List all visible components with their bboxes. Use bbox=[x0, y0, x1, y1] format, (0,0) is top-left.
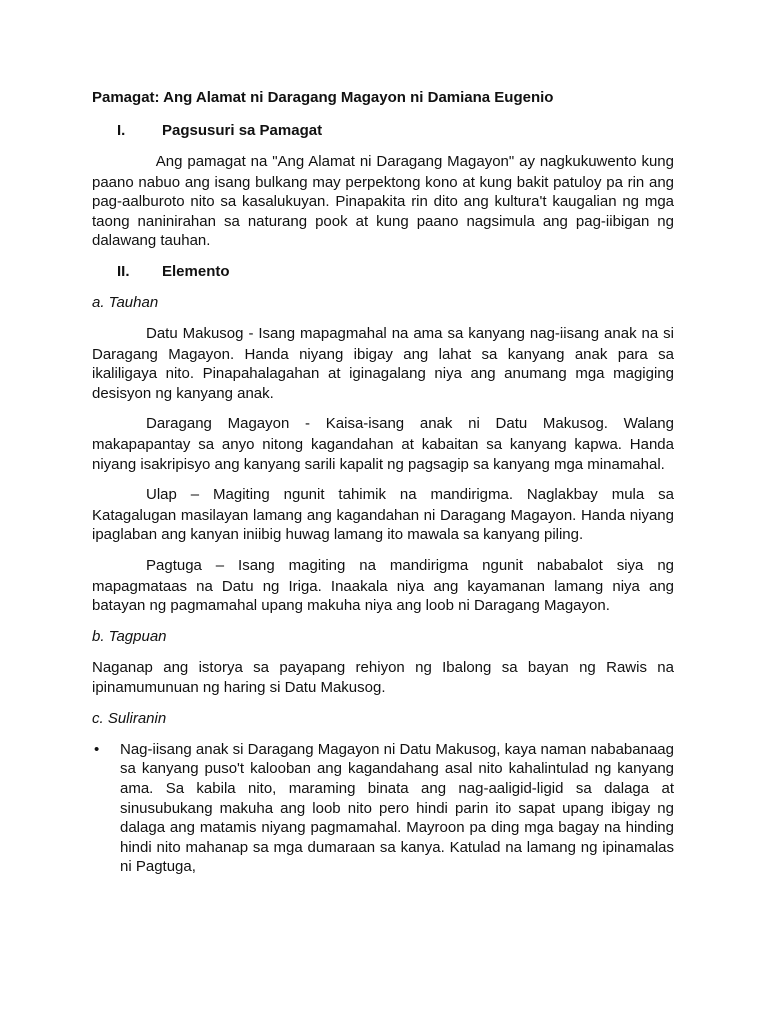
section-title: Elemento bbox=[162, 262, 230, 280]
tauhan-text: Daragang Magayon - Kaisa-isang anak ni Datu Makusog. Walang makapapantay sa anyo nitong kagandahan at kabaitan sa kanyang kapwa. Handa niyang isakripisyo ang kanyang sarili kapalit ng pagsagip sa kanyang mga minamahal. bbox=[92, 415, 674, 473]
section-number: II. bbox=[117, 262, 130, 280]
section-title: Pagsusuri sa Pamagat bbox=[162, 122, 323, 139]
suliranin-list bbox=[92, 740, 674, 877]
tagpuan-paragraph bbox=[92, 658, 674, 698]
subheading-suliranin: c. Suliranin bbox=[92, 709, 167, 727]
tauhan-item bbox=[92, 324, 674, 403]
tauhan-item bbox=[92, 556, 674, 616]
document-title: Pamagat: Ang Alamat ni Daragang Magayon ni Damiana Eugenio bbox=[92, 89, 554, 106]
suliranin-text: Nag-iisang anak si Daragang Magayon ni Datu Makusog, kaya naman nababanaag sa kanyang puso't kalooban ang kagandahang asal nito kahalintulad ng kanyang ama. Sa kabila nito, maraming binata ang nag-aaligid-ligid sa dalaga at sinusubukang makuha ang loob nito pero hindi parin ito sapat upang ibigay ng dalaga ang matamis niyang pagmamahal. Mayroon pa ding mga bagay na hinding hindi nito mahanap sa mga dumaraan sa kanya. Katulad na lamang ng ipinamalas ni Pagtuga, bbox=[120, 740, 674, 876]
pamagat-paragraph bbox=[92, 152, 674, 251]
bullet-icon: • bbox=[94, 740, 100, 758]
section-heading-elemento bbox=[92, 262, 674, 282]
tauhan-text: Pagtuga – Isang magiting na mandirigma ngunit nababalot siya ng mapagmataas na Datu ng Iriga. Inaakala niya ang kayamanan lamang niya ang batayan ng pagmamahal upang makuha niya ang loob ni Daragang Magayon. bbox=[92, 556, 674, 615]
section-heading-pamagat bbox=[92, 121, 674, 141]
tauhan-item bbox=[92, 485, 674, 545]
list-item bbox=[92, 740, 674, 877]
subheading-tagpuan: b. Tagpuan bbox=[92, 627, 167, 645]
tauhan-text: Datu Makusog - Isang mapagmahal na ama sa kanyang nag-iisang anak na si Daragang Magayon. Handa niyang ibigay ang lahat sa kanyang anak para sa ikaliligaya nito. Pinapahalagahan at iginagalang niya ang anumang mga magiging desisyon ng kanyang anak. bbox=[92, 324, 674, 402]
subheading-tauhan: a. Tauhan bbox=[92, 293, 159, 311]
section-number: I. bbox=[117, 122, 126, 139]
tauhan-text: Ulap – Magiting ngunit tahimik na mandirigma. Naglakbay mula sa Katagalugan masilayan lamang ang kagandahan ni Daragang Magayon. Handa niyang ipaglaban ang kanyan iniibig huwag lamang ito mawala sa kanyang piling. bbox=[92, 486, 674, 544]
tagpuan-text: Naganap ang istorya sa payapang rehiyon ng Ibalong sa bayan ng Rawis na ipinamumunuan ng haring si Datu Makusog. bbox=[92, 658, 674, 697]
paragraph-text: Ang pamagat na "Ang Alamat ni Daragang Magayon" ay nagkukuwento kung paano nabuo ang isang bulkang may perpektong kono at kung bakit patuloy pa rin ang pag-aalburoto nito sa kasalukuyan. Pinapakita rin dito ang kultura't kaugalian ng mga taong naninirahan sa naturang pook at kung paano nagsimula ang pag-iibigan ng dalawang tauhan. bbox=[92, 153, 674, 250]
tauhan-item bbox=[92, 414, 674, 474]
